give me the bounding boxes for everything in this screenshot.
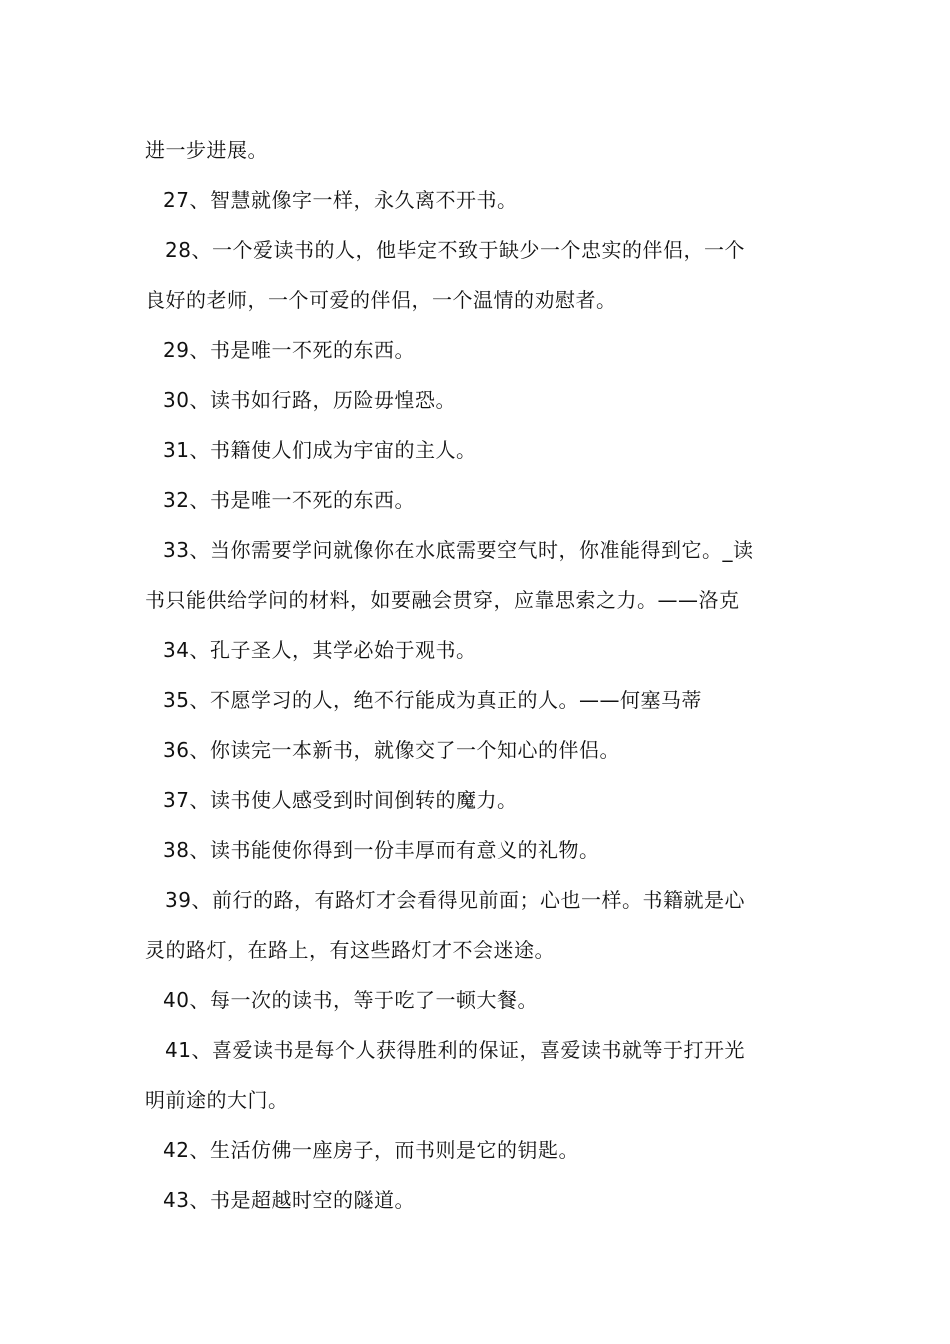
list-item-39-continued: 灵的路灯，在路上，有这些路灯才不会迷途。 [145, 938, 555, 962]
list-item-31: 31、书籍使人们成为宇宙的主人。 [163, 438, 477, 462]
list-item-28: 28、一个爱读书的人，他毕定不致于缺少一个忠实的伴侣，一个 [165, 238, 745, 262]
list-item-33: 33、当你需要学问就像你在水底需要空气时，你准能得到它。_读 [163, 538, 754, 562]
list-item-34: 34、孔子圣人，其学必始于观书。 [163, 638, 477, 662]
list-item-29: 29、书是唯一不死的东西。 [163, 338, 415, 362]
list-item-39: 39、前行的路，有路灯才会看得见前面；心也一样。书籍就是心 [165, 888, 745, 912]
list-item-30: 30、读书如行路，历险毋惶恐。 [163, 388, 456, 412]
list-item-32: 32、书是唯一不死的东西。 [163, 488, 415, 512]
list-item-28-continued: 良好的老师，一个可爱的伴侣，一个温情的劝慰者。 [145, 288, 617, 312]
list-item-36: 36、你读完一本新书，就像交了一个知心的伴侣。 [163, 738, 620, 762]
list-item-41: 41、喜爱读书是每个人获得胜利的保证，喜爱读书就等于打开光 [165, 1038, 745, 1062]
list-item-38: 38、读书能使你得到一份丰厚而有意义的礼物。 [163, 838, 600, 862]
list-item-40: 40、每一次的读书，等于吃了一顿大餐。 [163, 988, 538, 1012]
text-line: 进一步进展。 [145, 138, 268, 162]
list-item-43: 43、书是超越时空的隧道。 [163, 1188, 415, 1212]
list-item-41-continued: 明前途的大门。 [145, 1088, 289, 1112]
list-item-27: 27、智慧就像字一样，永久离不开书。 [163, 188, 518, 212]
list-item-33-continued: 书只能供给学问的材料，如要融会贯穿，应靠思索之力。——洛克 [145, 588, 740, 612]
list-item-37: 37、读书使人感受到时间倒转的魔力。 [163, 788, 518, 812]
list-item-42: 42、生活仿佛一座房子，而书则是它的钥匙。 [163, 1138, 579, 1162]
list-item-35: 35、不愿学习的人，绝不行能成为真正的人。——何塞马蒂 [163, 688, 702, 712]
